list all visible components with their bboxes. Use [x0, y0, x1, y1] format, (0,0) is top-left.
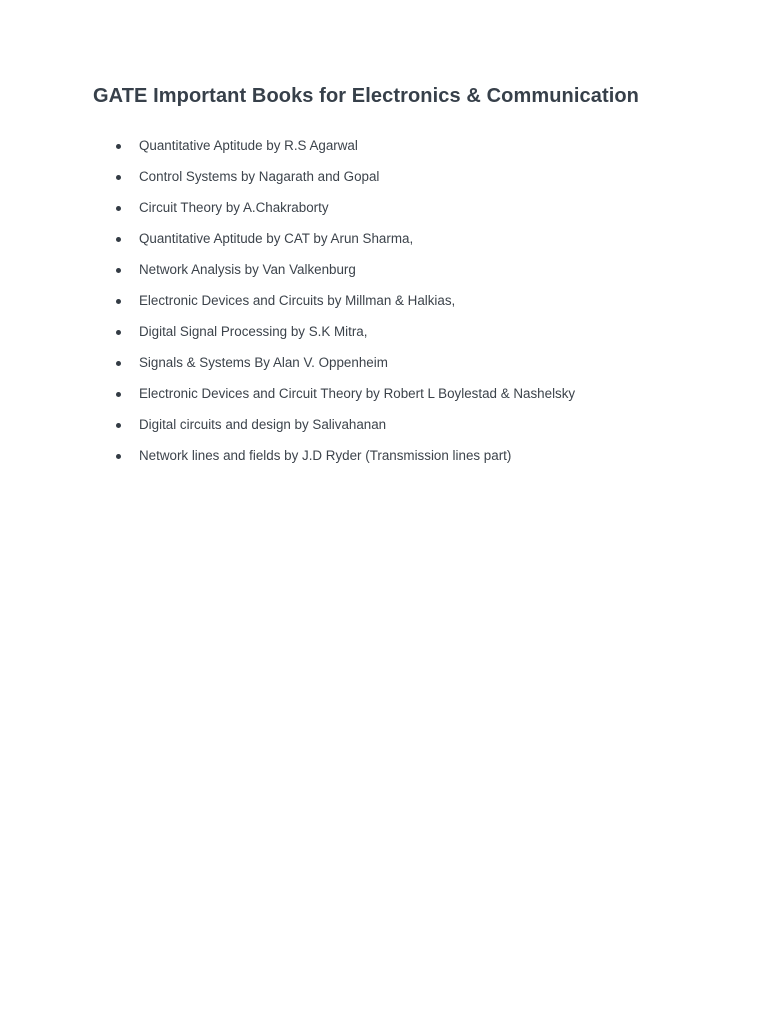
- book-title: Electronic Devices and Circuit Theory by Robert L Boylestad & Nashelsky: [139, 386, 576, 401]
- bullet-icon: [116, 144, 121, 149]
- bullet-icon: [116, 268, 121, 273]
- bullet-icon: [116, 423, 121, 428]
- book-title: Circuit Theory by A.Chakraborty: [139, 200, 329, 215]
- bullet-icon: [116, 206, 121, 211]
- page-title: GATE Important Books for Electronics & Communication: [93, 85, 639, 107]
- book-title: Digital Signal Processing by S.K Mitra,: [139, 324, 368, 339]
- bullet-icon: [116, 175, 121, 180]
- book-title: Network lines and fields by J.D Ryder (Transmission lines part): [139, 448, 512, 463]
- book-title: Signals & Systems By Alan V. Oppenheim: [139, 355, 388, 370]
- bullet-icon: [116, 392, 121, 397]
- book-title: Electronic Devices and Circuits by Millman & Halkias,: [139, 293, 456, 308]
- bullet-icon: [116, 237, 121, 242]
- bullet-icon: [116, 330, 121, 335]
- book-title: Quantitative Aptitude by CAT by Arun Sharma,: [139, 231, 414, 246]
- book-title: Network Analysis by Van Valkenburg: [139, 262, 356, 277]
- book-title: Control Systems by Nagarath and Gopal: [139, 169, 380, 184]
- bullet-icon: [116, 454, 121, 459]
- bullet-icon: [116, 361, 121, 366]
- book-title: Digital circuits and design by Salivahanan: [139, 417, 387, 432]
- book-title: Quantitative Aptitude by R.S Agarwal: [139, 138, 358, 153]
- bullet-icon: [116, 299, 121, 304]
